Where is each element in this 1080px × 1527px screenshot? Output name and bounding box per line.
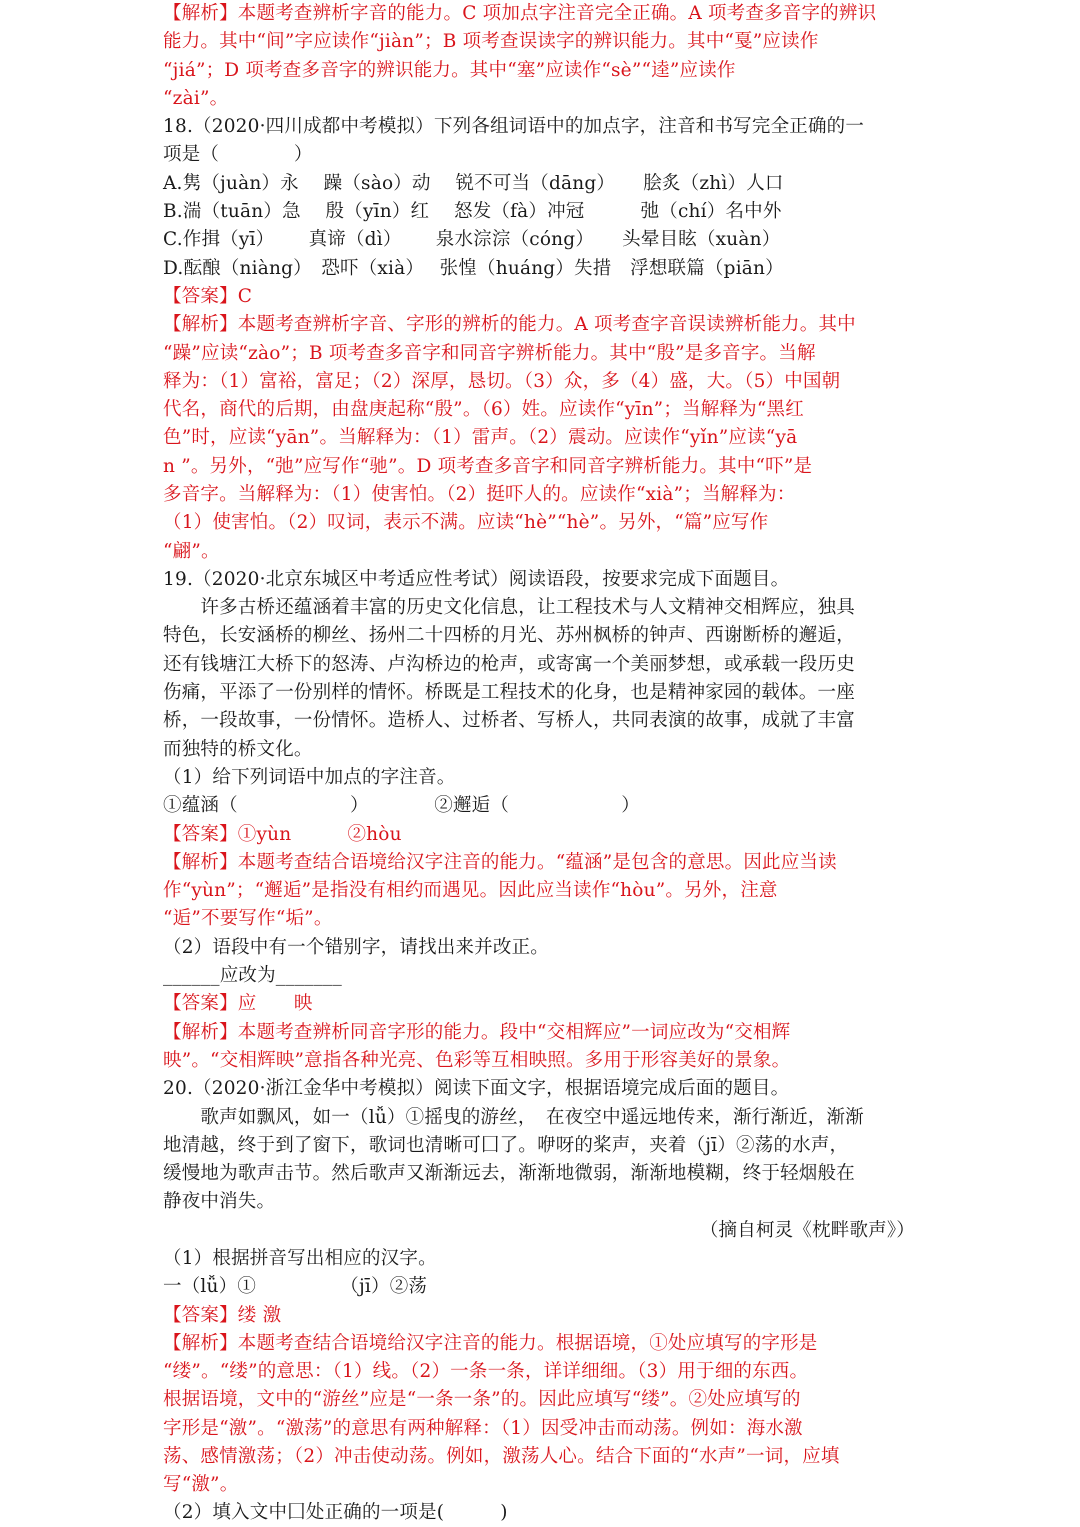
- q19-sub1-analysis-line: 作“yùn”；“邂逅”是指没有相约而遇见。因此应当读作“hòu”。另外，注意: [163, 880, 778, 901]
- q18-option-a: A.隽（juàn）永 躁（sào）动 锐不可当（dāng） 脍炙（zhì）人口: [163, 173, 784, 194]
- q20-sub1-prompt: （1）根据拼音写出相应的汉字。: [163, 1248, 437, 1269]
- q20-sub1-analysis-line: 写“激”。: [163, 1474, 239, 1495]
- q18-analysis-line: “躁”应读“zào”；B 项考查多音字和同音字辨析能力。其中“殷”是多音字。当解: [163, 343, 816, 364]
- q19-sub1-answer: 【答案】①yùn ②hòu: [163, 824, 402, 845]
- q19-passage-line: 还有钱塘江大桥下的怒涛、卢沟桥边的枪声，或寄寓一个美丽梦想，或承载一段历史: [163, 654, 855, 675]
- q17-analysis-line: “jiá”；D 项考查多音字的辨识能力。其中“塞”应读作“sè”“逵”应读作: [163, 60, 736, 81]
- q18-option-d: D.酝酿（niàng） 恐吓（xià） 张惶（huáng）失措 浮想联篇（piān）: [163, 258, 784, 279]
- q19-passage-line: 伤痛，平添了一份别样的情怀。桥既是工程技术的化身，也是精神家园的载体。一座: [163, 682, 855, 703]
- q20-stem: 20.（2020·浙江金华中考模拟）阅读下面文字，根据语境完成后面的题目。: [163, 1078, 790, 1099]
- q18-analysis-line: 【解析】本题考查辨析字音、字形的辨析的能力。A 项考查字音误读辨析能力。其中: [163, 314, 856, 335]
- q17-analysis-line: 能力。其中“间”字应读作“jiàn”；B 项考查误读字的辨识能力。其中“戛”应读作: [163, 31, 819, 52]
- q19-passage-line: 而独特的桥文化。: [163, 739, 313, 760]
- q19-sub2-blanks: ______应改为_______: [163, 965, 342, 986]
- q20-passage-line: 缓慢地为歌声击节。然后歌声又渐渐远去，渐渐地微弱，渐渐地模糊，终于轻烟般在: [163, 1163, 855, 1184]
- q18-analysis-line: 代名，商代的后期，由盘庚起称“殷”。（6）姓。应读作“yīn”；当解释为“黑红: [163, 399, 804, 420]
- q19-passage-line: 桥，一段故事，一份情怀。造桥人、过桥者、写桥人，共同表演的故事，成就了丰富: [163, 710, 855, 731]
- q18-analysis-line: “翩”。: [163, 541, 220, 562]
- q19-sub1-prompt: （1）给下列词语中加点的字注音。: [163, 767, 456, 788]
- q18-analysis-line: 色”时，应读“yān”。当解释为：（1）雷声。（2）震动。应读作“yǐn”应读“yā: [163, 427, 798, 448]
- q19-sub1-analysis-line: “逅”不要写作“垢”。: [163, 908, 333, 929]
- q20-source: （摘自柯灵《枕畔歌声》）: [699, 1220, 915, 1241]
- q18-analysis-line: n ”。另外，“弛”应写作“驰”。D 项考查多音字和同音字辨析能力。其中“吓”是: [163, 456, 813, 477]
- q18-stem-line: 项是（ ）: [163, 144, 313, 165]
- q20-sub1-analysis-line: 【解析】本题考查结合语境给汉字注音的能力。根据语境，①处应填写的字形是: [163, 1333, 818, 1354]
- q18-option-b: B.湍（tuān）急 殷（yīn）红 怒发（fà）冲冠 弛（chí）名中外: [163, 201, 782, 222]
- q19-sub2-analysis-line: 【解析】本题考查辨析同音字形的能力。段中“交相辉应”一词应改为“交相辉: [163, 1022, 791, 1043]
- q17-analysis-line: “zài”。: [163, 88, 229, 109]
- q20-sub1-answer: 【答案】缕 激: [163, 1305, 282, 1326]
- q19-sub2-analysis-line: 映”。“交相辉映”意指各种光亮、色彩等互相映照。多用于形容美好的景象。: [163, 1050, 791, 1071]
- q20-sub1-analysis-line: 荡、感情激荡；（2）冲击使动荡。例如，激荡人心。结合下面的“水声”一词，应填: [163, 1446, 840, 1467]
- q20-sub1-analysis-line: 字形是“激”。“激荡”的意思有两种解释：（1）因受冲击而动荡。例如：海水激: [163, 1418, 803, 1439]
- q20-passage-line: 地清越，终于到了窗下，歌词也清晰可囗了。咿呀的桨声，夹着（jī）②荡的水声，: [163, 1135, 849, 1156]
- q19-passage-line: 特色，长安涵桥的柳丝、扬州二十四桥的月光、苏州枫桥的钟声、西谢断桥的邂逅，: [163, 625, 855, 646]
- q18-analysis-line: 释为：（1）富裕，富足；（2）深厚，恳切。（3）众，多（4）盛，大。（5）中国朝: [163, 371, 841, 392]
- q19-sub1-analysis-line: 【解析】本题考查结合语境给汉字注音的能力。“蕴涵”是包含的意思。因此应当读: [163, 852, 837, 873]
- q18-analysis-line: （1）使害怕。（2）叹词，表示不满。应读“hè”“hè”。另外，“篇”应写作: [163, 512, 769, 533]
- q19-passage-line: 许多古桥还蕴涵着丰富的历史文化信息，让工程技术与人文精神交相辉应，独具: [163, 597, 855, 618]
- q20-passage-line: 静夜中消失。: [163, 1191, 276, 1212]
- q17-analysis-line: 【解析】本题考查辨析字音的能力。C 项加点字注音完全正确。A 项考查多音字的辨识: [163, 3, 877, 24]
- q20-sub1-analysis-line: 根据语境，文中的“游丝”应是“一条一条”的。因此应填写“缕”。②处应填写的: [163, 1389, 801, 1410]
- q20-sub1-blanks: 一（lǚ）① （jī）②荡: [163, 1276, 428, 1297]
- q18-stem-line: 18.（2020·四川成都中考模拟）下列各组词语中的加点字，注音和书写完全正确的一: [163, 116, 865, 137]
- q20-sub1-analysis-line: “缕”。“缕”的意思：（1）线。（2）一条一条，详详细细。（3）用于细的东西。: [163, 1361, 809, 1382]
- q19-sub2-prompt: （2）语段中有一个错别字，请找出来并改正。: [163, 937, 549, 958]
- q19-sub2-answer: 【答案】应 映: [163, 993, 313, 1014]
- q18-answer: 【答案】C: [163, 286, 253, 307]
- q18-analysis-line: 多音字。当解释为：（1）使害怕。（2）挺吓人的。应读作“xià”；当解释为：: [163, 484, 796, 505]
- q19-sub1-blanks: ①蕴涵（ ） ②邂逅（ ）: [163, 795, 640, 816]
- q20-passage-line: 歌声如飘风，如一（lǚ）①摇曳的游丝， 在夜空中遥远地传来，渐行渐近，渐渐: [163, 1107, 864, 1128]
- q20-sub2-prompt: （2）填入文中囗处正确的一项是( ): [163, 1502, 508, 1523]
- q18-option-c: C.作揖（yī） 真谛（dì） 泉水淙淙（cóng） 头晕目眩（xuàn）: [163, 229, 781, 250]
- q19-stem: 19.（2020·北京东城区中考适应性考试）阅读语段，按要求完成下面题目。: [163, 569, 790, 590]
